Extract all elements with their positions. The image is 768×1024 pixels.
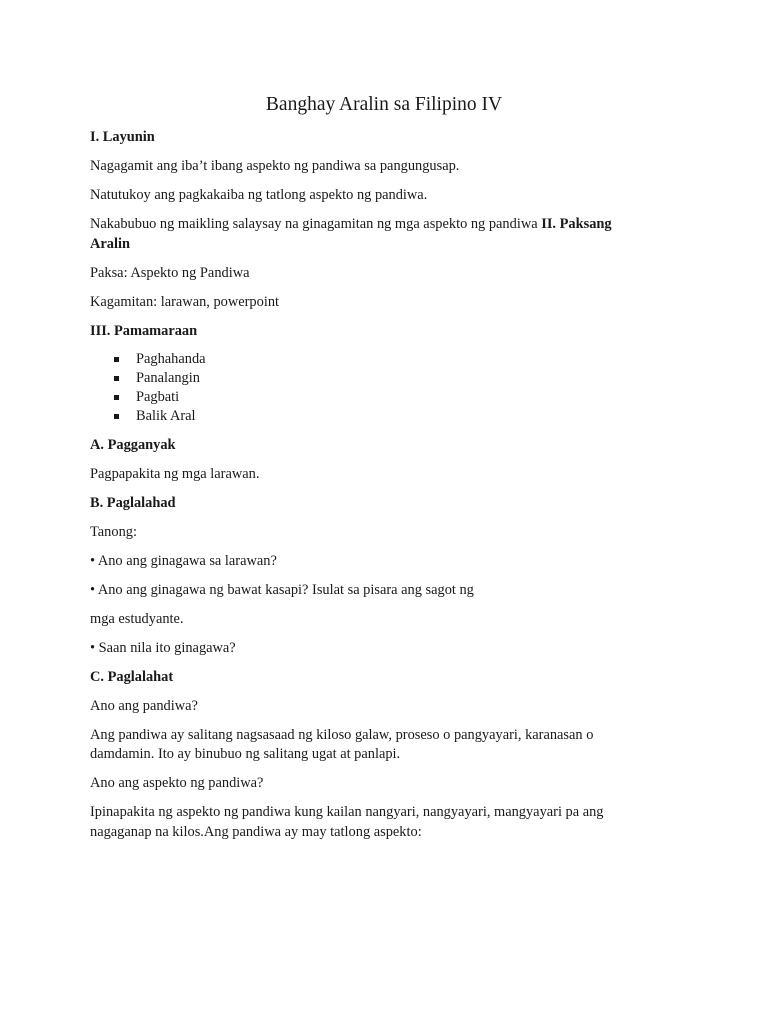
section-heading-layunin: I. Layunin (90, 129, 155, 145)
pamamaraan-list (90, 350, 650, 426)
section-heading-pamamaraan: III. Pamamaraan (90, 322, 198, 339)
layunin-item: Natutukoy ang pagkakaiba ng tatlong aspekto ng pandiwa. (90, 187, 428, 203)
section-heading-pagganyak: A. Pagganyak (90, 436, 176, 453)
question-text: Ano ang pandiwa? (90, 697, 198, 714)
square-bullet-icon (114, 395, 119, 400)
section-heading-paglalahad: B. Paglalahad (90, 494, 176, 511)
answer-paragraph: Ang pandiwa ay salitang nagsasaad ng kiloso galaw, proseso o pangyayari, karanasan o damdamin. Ito ay binubuo ng salitang ugat at panlapi. (90, 726, 594, 762)
tanong-item: • Ano ang ginagawa ng bawat kasapi? Isulat sa pisara ang sagot ng (90, 581, 474, 598)
list-item-label: Balik Aral (136, 408, 196, 424)
paksa-text: Paksa: Aspekto ng Pandiwa (90, 264, 250, 281)
list-item-label: Panalangin (136, 370, 200, 386)
section-heading-paksang-aralin: II. Paksang Aralin (90, 216, 612, 252)
section-heading-paglalahat: C. Paglalahat (90, 668, 174, 685)
tanong-item: • Saan nila ito ginagawa? (90, 639, 236, 656)
list-item (114, 350, 650, 369)
question-text: Ano ang aspekto ng pandiwa? (90, 775, 264, 791)
layunin-item-text: Nakabubuo ng maikling salaysay na ginagamitan ng mga aspekto ng pandiwa (90, 216, 538, 232)
square-bullet-icon (114, 376, 119, 381)
square-bullet-icon (114, 357, 119, 362)
layunin-item: Nagagamit ang iba’t ibang aspekto ng pandiwa sa pangungusap. (90, 158, 460, 174)
list-item-label: Paghahanda (136, 351, 206, 367)
square-bullet-icon (114, 414, 119, 419)
list-item (114, 369, 650, 388)
answer-paragraph: Ipinapakita ng aspekto ng pandiwa kung kailan nangyari, nangyayari, mangyayari pa ang nagaganap na kilos.Ang pandiwa ay may tatlong aspekto: (90, 804, 604, 840)
layunin-item-with-heading (90, 215, 650, 254)
kagamitan-text: Kagamitan: larawan, powerpoint (90, 293, 280, 310)
list-item (114, 407, 650, 426)
pagganyak-text: Pagpapakita ng mga larawan. (90, 465, 260, 482)
document-title: Banghay Aralin sa Filipino IV (265, 94, 503, 115)
tanong-item-continued: mga estudyante. (90, 610, 184, 627)
tanong-item: • Ano ang ginagawa sa larawan? (90, 552, 277, 569)
tanong-label: Tanong: (90, 523, 137, 540)
list-item-label: Pagbati (136, 389, 180, 405)
document-body (90, 128, 650, 842)
list-item (114, 388, 650, 407)
